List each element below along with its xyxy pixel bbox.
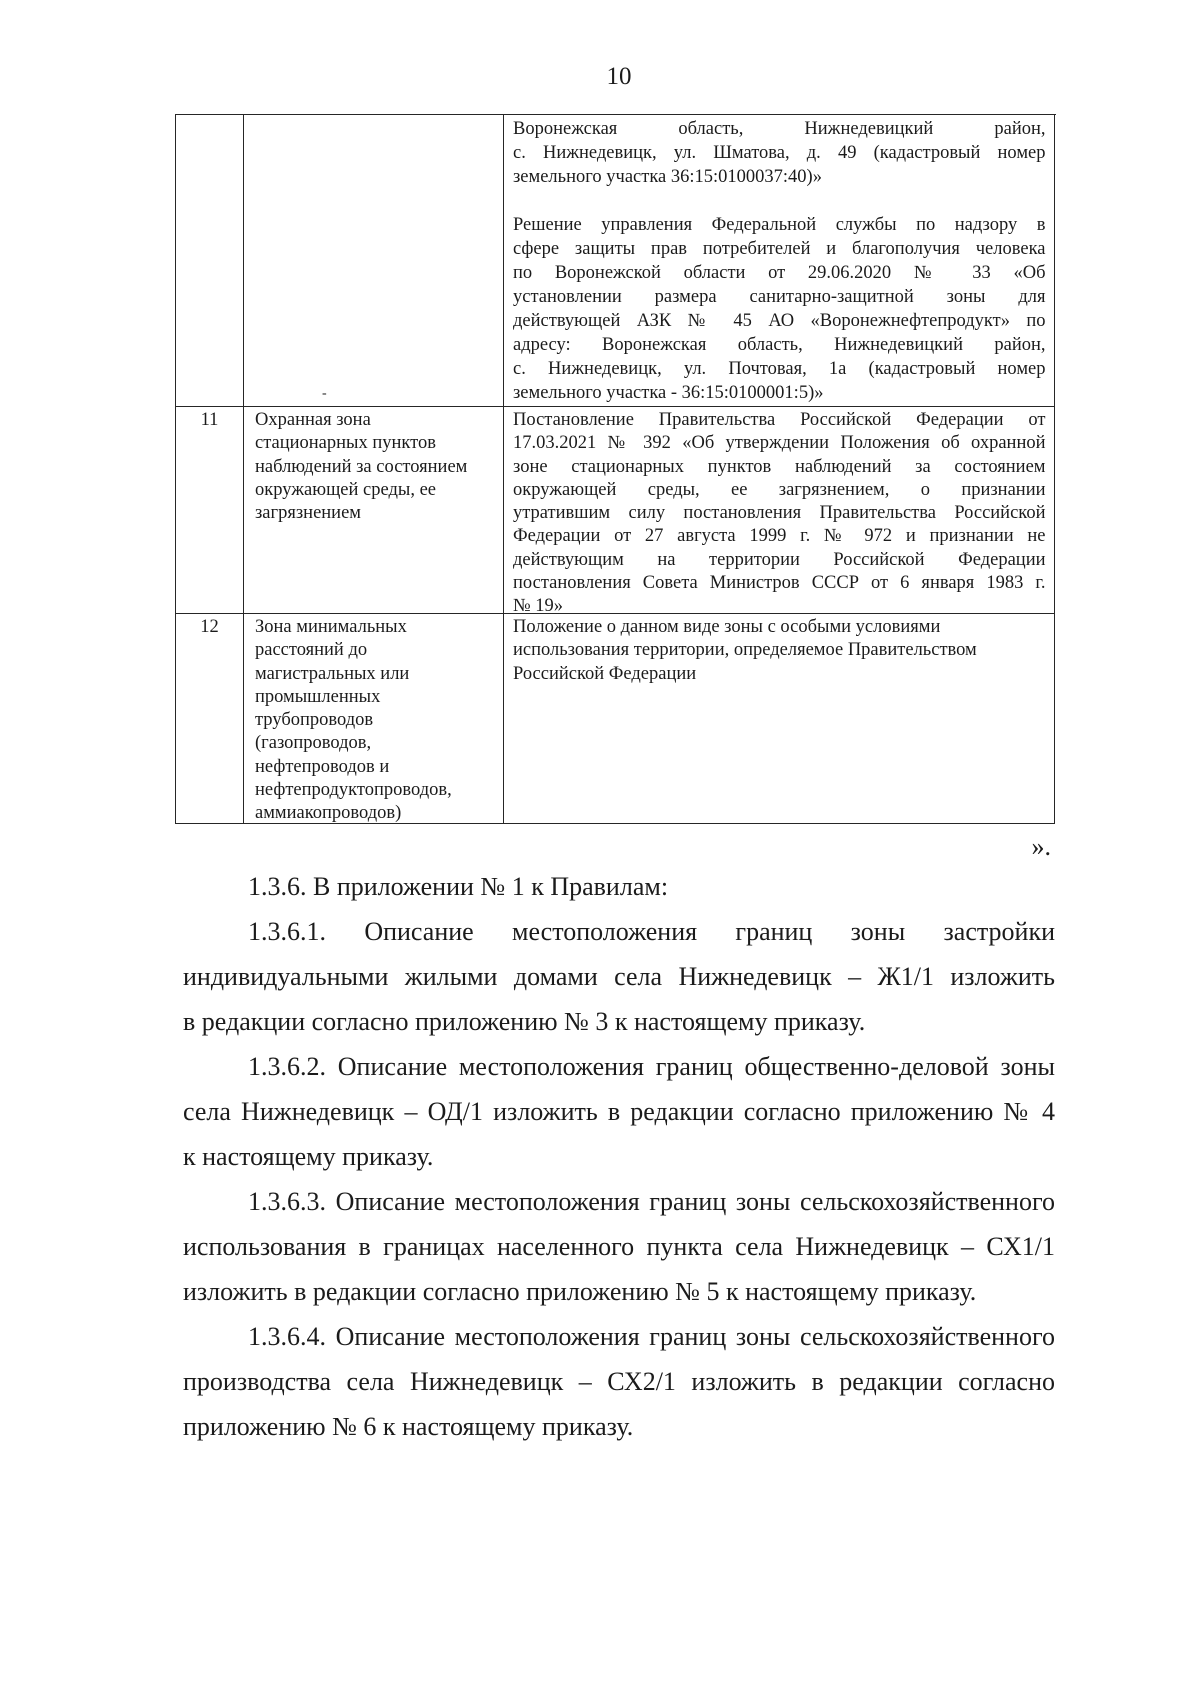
basis-line: сфере защиты прав потребителей и благополучия человека <box>513 239 1046 259</box>
body-line: приложению № 6 к настоящему приказу. <box>183 1412 634 1441</box>
body-line: 1.3.6. В приложении № 1 к Правилам: <box>248 872 669 901</box>
basis-line: действующей АЗК № 45 АО «Воронежнефтепродукт» по <box>513 311 1046 331</box>
body-line: 1.3.6.3. Описание местоположения границ зоны сельскохозяйственного <box>248 1187 1055 1216</box>
table-row <box>176 614 1056 824</box>
zone-name-line: окружающей среды, ее <box>255 479 436 500</box>
basis-line: с. Нижнедевицк, ул. Шматова, д. 49 (кадастровый номер <box>513 143 1046 163</box>
zone-name-line: стационарных пунктов <box>255 433 436 454</box>
basis-line: 17.03.2021 № 392 «Об утверждении Положения об охранной <box>513 433 1046 454</box>
zone-name <box>255 616 499 826</box>
body-text <box>183 864 1055 1449</box>
basis-paragraph <box>513 117 1046 189</box>
basis-line: земельного участка - 36:15:0100001:5)» <box>513 383 824 403</box>
zone-name-line: нефтепродуктопроводов, <box>255 780 452 801</box>
body-line: производства села Нижнедевицк – СХ2/1 изложить в редакции согласно <box>183 1367 1055 1396</box>
basis-line: земельного участка 36:15:0100037:40)» <box>513 167 822 187</box>
page-number: 10 <box>606 63 632 90</box>
paragraph-1-3-6-4 <box>183 1314 1055 1449</box>
basis-line: адресу: Воронежская область, Нижнедевицкий район, <box>513 335 1046 355</box>
body-line: к настоящему приказу. <box>183 1142 434 1171</box>
zone-name <box>255 409 499 525</box>
dash-mark: - <box>322 386 327 401</box>
basis-line: Решение управления Федеральной службы по надзору в <box>513 215 1046 235</box>
basis-line: зоне стационарных пунктов наблюдений за состоянием <box>513 456 1046 477</box>
body-line: использования в границах населенного пункта села Нижнедевицк – СХ1/1 <box>183 1232 1055 1261</box>
zone-name-line: Охранная зона <box>255 410 371 430</box>
zone-name-cell <box>244 407 504 614</box>
basis-paragraph <box>513 616 1046 686</box>
zone-name-line: Зона минимальных <box>255 617 407 637</box>
zone-name-line: промышленных <box>255 686 381 707</box>
zones-table <box>175 114 1056 824</box>
basis-line: установлении размера санитарно-защитной зоны для <box>513 287 1046 307</box>
zone-name-line: наблюдений за состоянием <box>255 456 468 477</box>
zone-name-line: нефтепроводов и <box>255 756 390 777</box>
basis-line: Воронежская область, Нижнедевицкий район, <box>513 119 1046 139</box>
basis-line: № 19» <box>513 596 564 617</box>
basis-line: с. Нижнедевицк, ул. Почтовая, 1а (кадастровый номер <box>513 359 1046 379</box>
body-line: в редакции согласно приложению № 3 к настоящему приказу. <box>183 1007 866 1036</box>
zone-name-cell <box>244 115 504 407</box>
body-line: 1.3.6.2. Описание местоположения границ общественно-деловой зоны <box>248 1052 1055 1081</box>
basis-line: постановления Совета Министров СССР от 6 января 1983 г. <box>513 573 1046 594</box>
basis-paragraph <box>513 213 1046 405</box>
zone-name-line: магистральных или <box>255 663 410 684</box>
basis-line: по Воронежской области от 29.06.2020 № 33 «Об <box>513 263 1046 283</box>
legal-basis-cell <box>504 614 1055 824</box>
legal-basis-cell <box>504 115 1055 407</box>
body-line: 1.3.6.4. Описание местоположения границ зоны сельскохозяйственного <box>248 1322 1055 1351</box>
row-number-cell <box>176 407 244 614</box>
basis-line: Положение о данном виде зоны с особыми условиями <box>513 617 941 637</box>
body-line: 1.3.6.1. Описание местоположения границ зоны застройки <box>248 917 1055 946</box>
row-number-cell <box>176 115 244 407</box>
basis-line: утратившим силу постановления Правительства Российской <box>513 503 1046 524</box>
basis-line: Федерации от 27 августа 1999 г. № 972 и признании не <box>513 526 1046 547</box>
basis-line: Российской Федерации <box>513 663 697 684</box>
row-number-cell <box>176 614 244 824</box>
zone-name-cell <box>244 614 504 824</box>
closing-quote: ». <box>1031 832 1051 861</box>
paragraph-1-3-6-2 <box>183 1044 1055 1179</box>
table-row <box>176 407 1056 617</box>
paragraph-1-3-6-1 <box>183 909 1055 1044</box>
zone-name-line: расстояний до <box>255 640 368 661</box>
paragraph-1-3-6-3 <box>183 1179 1055 1314</box>
body-line: села Нижнедевицк – ОД/1 изложить в редакции согласно приложению № 4 <box>183 1097 1055 1126</box>
zone-name-line: трубопроводов <box>255 710 374 731</box>
table-row <box>176 115 1056 407</box>
zone-name-line: аммиакопроводов) <box>255 803 402 824</box>
basis-line: окружающей среды, ее загрязнением, о признании <box>513 479 1046 500</box>
zone-name-line: загрязнением <box>255 503 362 524</box>
body-line: изложить в редакции согласно приложению № 5 к настоящему приказу. <box>183 1277 977 1306</box>
legal-basis-cell <box>504 407 1055 617</box>
basis-paragraph <box>513 409 1046 619</box>
basis-line: действующим на территории Российской Федерации <box>513 549 1046 570</box>
body-line: индивидуальными жилыми домами села Нижнедевицк – Ж1/1 изложить <box>183 962 1055 991</box>
zone-name-line: (газопроводов, <box>255 733 372 754</box>
paragraph-1-3-6 <box>183 864 1055 909</box>
basis-line: использования территории, определяемое Правительством <box>513 640 977 661</box>
row-number: 12 <box>200 617 219 637</box>
basis-line: Постановление Правительства Российской Федерации от <box>513 410 1046 430</box>
row-number: 11 <box>200 410 219 430</box>
